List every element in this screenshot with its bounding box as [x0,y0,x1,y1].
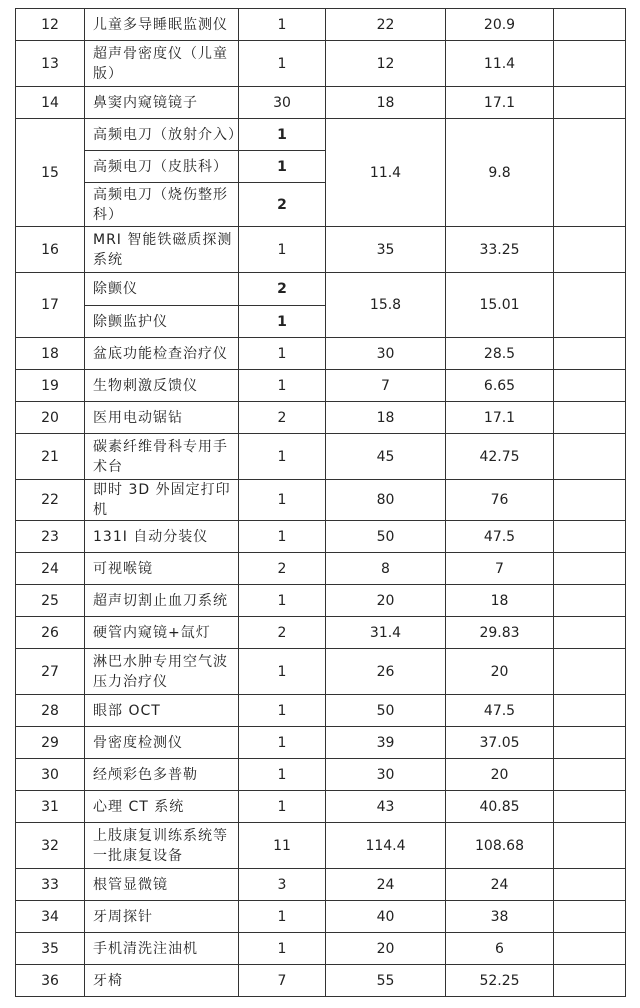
quantity-cell: 1 [239,370,326,402]
quantity-cell: 1 [239,649,326,695]
quantity-cell: 1 [239,521,326,553]
table-row [16,617,626,649]
quantity-cell: 1 [239,9,326,41]
table-row [16,649,626,695]
table-row [16,933,626,965]
table-body [16,9,626,997]
empty-cell [554,901,626,933]
quantity-cell: 1 [239,338,326,370]
quantity-cell: 1 [239,306,326,338]
empty-cell [554,791,626,823]
quantity-cell: 1 [239,695,326,727]
equipment-name-cell: 除颤监护仪 [85,306,239,338]
price-cell: 29.83 [446,617,554,649]
empty-cell [554,727,626,759]
equipment-name-cell: 可视喉镜 [85,553,239,585]
table-row [16,695,626,727]
table-row [16,553,626,585]
table-row [16,338,626,370]
empty-cell [554,759,626,791]
row-number-cell: 30 [16,759,85,791]
row-number-cell: 20 [16,402,85,434]
price-cell: 20 [446,649,554,695]
price-cell: 11.4 [446,41,554,87]
price-cell: 47.5 [446,521,554,553]
row-number-cell: 29 [16,727,85,759]
budget-cell: 114.4 [326,823,446,869]
table-row [16,521,626,553]
quantity-cell: 1 [239,791,326,823]
equipment-name-cell: 儿童多导睡眠监测仪 [85,9,239,41]
table-row [16,823,626,869]
quantity-cell: 1 [239,151,326,183]
row-number-cell: 16 [16,227,85,273]
budget-cell: 18 [326,87,446,119]
price-cell: 6.65 [446,370,554,402]
equipment-name-cell: 医用电动锯钻 [85,402,239,434]
row-number-cell: 31 [16,791,85,823]
equipment-name-cell: 高频电刀（烧伤整形科） [85,183,239,227]
row-number-cell: 23 [16,521,85,553]
empty-cell [554,370,626,402]
price-cell: 52.25 [446,965,554,997]
empty-cell [554,823,626,869]
quantity-cell: 2 [239,183,326,227]
equipment-name-cell: 上肢康复训练系统等一批康复设备 [85,823,239,869]
equipment-name-cell: 碳素纤维骨科专用手术台 [85,434,239,480]
equipment-table [15,8,626,997]
quantity-cell: 2 [239,553,326,585]
equipment-name-cell: 心理 CT 系统 [85,791,239,823]
row-number-cell: 17 [16,273,85,338]
table-row [16,273,626,306]
row-number-cell: 27 [16,649,85,695]
table-row [16,727,626,759]
budget-cell: 26 [326,649,446,695]
equipment-name-cell: 淋巴水肿专用空气波压力治疗仪 [85,649,239,695]
equipment-name-cell: 牙周探针 [85,901,239,933]
equipment-name-cell: 超声骨密度仪（儿童版） [85,41,239,87]
table-row [16,434,626,480]
equipment-name-cell: 盆底功能检查治疗仪 [85,338,239,370]
price-cell: 20 [446,759,554,791]
quantity-cell: 7 [239,965,326,997]
budget-cell: 11.4 [326,119,446,227]
empty-cell [554,338,626,370]
equipment-name-cell: 经颅彩色多普勒 [85,759,239,791]
row-number-cell: 28 [16,695,85,727]
price-cell: 17.1 [446,402,554,434]
budget-cell: 50 [326,521,446,553]
budget-cell: 18 [326,402,446,434]
empty-cell [554,695,626,727]
budget-cell: 24 [326,869,446,901]
empty-cell [554,119,626,227]
row-number-cell: 36 [16,965,85,997]
row-number-cell: 34 [16,901,85,933]
equipment-name-cell: 生物刺激反馈仪 [85,370,239,402]
budget-cell: 45 [326,434,446,480]
table-row [16,965,626,997]
quantity-cell: 1 [239,434,326,480]
table-row [16,869,626,901]
equipment-name-cell: 高频电刀（皮肤科） [85,151,239,183]
price-cell: 7 [446,553,554,585]
empty-cell [554,553,626,585]
budget-cell: 50 [326,695,446,727]
budget-cell: 7 [326,370,446,402]
budget-cell: 15.8 [326,273,446,338]
row-number-cell: 13 [16,41,85,87]
empty-cell [554,9,626,41]
equipment-name-cell: 即时 3D 外固定打印机 [85,480,239,521]
equipment-name-cell: 牙椅 [85,965,239,997]
empty-cell [554,402,626,434]
equipment-name-cell: 鼻窦内窥镜镜子 [85,87,239,119]
price-cell: 38 [446,901,554,933]
budget-cell: 20 [326,933,446,965]
equipment-name-cell: 131I 自动分装仪 [85,521,239,553]
equipment-name-cell: 手机清洗注油机 [85,933,239,965]
quantity-cell: 11 [239,823,326,869]
table-row [16,119,626,151]
price-cell: 17.1 [446,87,554,119]
table-row [16,227,626,273]
row-number-cell: 24 [16,553,85,585]
row-number-cell: 15 [16,119,85,227]
row-number-cell: 14 [16,87,85,119]
price-cell: 76 [446,480,554,521]
equipment-name-cell: 硬管内窥镜+氙灯 [85,617,239,649]
row-number-cell: 22 [16,480,85,521]
row-number-cell: 32 [16,823,85,869]
price-cell: 108.68 [446,823,554,869]
empty-cell [554,521,626,553]
budget-cell: 35 [326,227,446,273]
empty-cell [554,87,626,119]
budget-cell: 22 [326,9,446,41]
quantity-cell: 1 [239,480,326,521]
quantity-cell: 30 [239,87,326,119]
quantity-cell: 2 [239,402,326,434]
budget-cell: 30 [326,759,446,791]
empty-cell [554,585,626,617]
budget-cell: 12 [326,41,446,87]
empty-cell [554,869,626,901]
table-row [16,901,626,933]
price-cell: 9.8 [446,119,554,227]
table-row [16,41,626,87]
empty-cell [554,273,626,338]
budget-cell: 30 [326,338,446,370]
budget-cell: 31.4 [326,617,446,649]
quantity-cell: 1 [239,933,326,965]
table-row [16,585,626,617]
table-row [16,480,626,521]
row-number-cell: 19 [16,370,85,402]
equipment-name-cell: 眼部 OCT [85,695,239,727]
price-cell: 37.05 [446,727,554,759]
budget-cell: 55 [326,965,446,997]
table-row [16,87,626,119]
equipment-name-cell: 超声切割止血刀系统 [85,585,239,617]
quantity-cell: 1 [239,901,326,933]
row-number-cell: 33 [16,869,85,901]
empty-cell [554,434,626,480]
equipment-name-cell: 骨密度检测仪 [85,727,239,759]
row-number-cell: 18 [16,338,85,370]
price-cell: 47.5 [446,695,554,727]
quantity-cell: 2 [239,273,326,306]
budget-cell: 20 [326,585,446,617]
empty-cell [554,41,626,87]
budget-cell: 39 [326,727,446,759]
quantity-cell: 1 [239,759,326,791]
quantity-cell: 2 [239,617,326,649]
row-number-cell: 12 [16,9,85,41]
price-cell: 33.25 [446,227,554,273]
equipment-name-cell: 根管显微镜 [85,869,239,901]
price-cell: 40.85 [446,791,554,823]
price-cell: 15.01 [446,273,554,338]
table-row [16,370,626,402]
empty-cell [554,480,626,521]
table-row [16,9,626,41]
price-cell: 6 [446,933,554,965]
row-number-cell: 21 [16,434,85,480]
price-cell: 24 [446,869,554,901]
budget-cell: 43 [326,791,446,823]
quantity-cell: 1 [239,585,326,617]
price-cell: 42.75 [446,434,554,480]
empty-cell [554,965,626,997]
empty-cell [554,933,626,965]
empty-cell [554,617,626,649]
row-number-cell: 26 [16,617,85,649]
table-row [16,759,626,791]
row-number-cell: 35 [16,933,85,965]
quantity-cell: 1 [239,41,326,87]
quantity-cell: 1 [239,119,326,151]
quantity-cell: 3 [239,869,326,901]
quantity-cell: 1 [239,727,326,759]
budget-cell: 80 [326,480,446,521]
budget-cell: 8 [326,553,446,585]
price-cell: 20.9 [446,9,554,41]
budget-cell: 40 [326,901,446,933]
price-cell: 28.5 [446,338,554,370]
table-row [16,791,626,823]
equipment-name-cell: 除颤仪 [85,273,239,306]
quantity-cell: 1 [239,227,326,273]
table-row [16,402,626,434]
price-cell: 18 [446,585,554,617]
empty-cell [554,227,626,273]
empty-cell [554,649,626,695]
row-number-cell: 25 [16,585,85,617]
equipment-name-cell: 高频电刀（放射介入） [85,119,239,151]
equipment-name-cell: MRI 智能铁磁质探测系统 [85,227,239,273]
